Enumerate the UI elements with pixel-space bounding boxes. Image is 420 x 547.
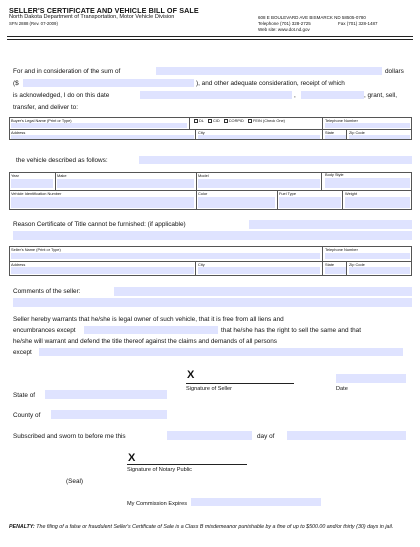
seller-zip-label: Zip Code <box>349 262 365 267</box>
seller-telephone-field[interactable] <box>325 253 410 259</box>
model-field[interactable] <box>198 179 320 188</box>
buyer-city-label: City <box>198 130 205 135</box>
sworn-label: Subscribed and sworn to before me this <box>13 433 126 440</box>
seller-name-field[interactable] <box>11 253 320 259</box>
vin-field[interactable] <box>11 197 194 208</box>
seller-state-field[interactable] <box>325 267 346 274</box>
body-style-field[interactable] <box>325 178 410 188</box>
buyer-telephone-label: Telephone Number <box>325 118 358 123</box>
sworn-month-field[interactable] <box>287 431 406 440</box>
agency-telephone: Telephone (701) 328-2725 <box>258 21 311 26</box>
sum-numeric-field[interactable] <box>23 79 194 87</box>
seller-name-label: Seller's Name (Print or Type) <box>11 247 61 252</box>
buyer-id-type: DL CID CORPID FEIN (Check One) <box>191 118 285 123</box>
comments-field-2[interactable] <box>13 298 412 307</box>
encumbrances-field[interactable] <box>84 326 218 334</box>
grant-sell: , grant, sell, <box>364 92 398 99</box>
agency-address: 608 E BOULEVARD AVE BISMARCK ND 58505-0780 <box>258 15 366 20</box>
notary-signature-label: Signature of Notary Public <box>127 467 192 473</box>
penalty-label: PENALTY: <box>9 524 35 530</box>
seller-city-field[interactable] <box>198 267 320 274</box>
day-of-label: day of <box>257 433 275 440</box>
consideration-line1: For and in consideration of the sum of <box>13 68 121 75</box>
seller-signature-line[interactable] <box>186 383 294 384</box>
vehicle-described: the vehicle described as follows: <box>16 157 108 164</box>
color-field[interactable] <box>198 197 275 208</box>
commission-expires-field[interactable] <box>191 498 321 506</box>
date-label: Date <box>336 386 348 392</box>
year-label: Year <box>11 173 19 178</box>
penalty-notice <box>9 522 413 532</box>
buyer-city-field[interactable] <box>198 135 320 139</box>
sale-date-field[interactable] <box>140 91 292 99</box>
fein-checkbox[interactable] <box>248 119 252 123</box>
agency-fax: Fax (701) 328-1487 <box>338 21 378 26</box>
cid-checkbox[interactable] <box>208 119 212 123</box>
dollar-sign: ($ <box>13 80 19 87</box>
buyer-state-field[interactable] <box>325 135 346 139</box>
reason-field-2[interactable] <box>13 231 412 240</box>
seller-date-field[interactable] <box>336 374 406 383</box>
date-comma: , <box>294 92 296 99</box>
agency-name: North Dakota Department of Transportation, Motor Vehicle Division <box>9 14 175 20</box>
seller-sign-x: X <box>187 369 195 381</box>
notary-sign-x: X <box>128 452 136 464</box>
warranty-line2a: encumbrances except <box>13 327 76 334</box>
dollars-label: dollars <box>385 68 404 75</box>
year-field[interactable] <box>11 179 53 188</box>
except-field[interactable] <box>39 348 403 356</box>
sum-words-field[interactable] <box>156 67 382 75</box>
sworn-day-field[interactable] <box>167 431 252 440</box>
make-label: Make <box>57 173 67 178</box>
penalty-text: The filing of a false or fraudulent Seller's Certificate of Sale is a Class B misdemeanor punishable by a fine of up to $500.00 and/or thirty (30) days in jail. <box>36 524 394 530</box>
warranty-line1: Seller hereby warrants that he/she is legal owner of such vehicle, that it is free from all liens and <box>13 316 284 323</box>
vin-label: Vehicle Identification Number <box>11 191 62 196</box>
buyer-legal-name-label: Buyer's Legal Name (Print or Type) <box>11 118 72 123</box>
reason-label: Reason Certificate of Title cannot be furnished: (if applicable) <box>13 221 186 228</box>
agency-website: Web site: www.dot.nd.gov <box>258 27 310 32</box>
consideration-line3: is acknowledged, I do on this date <box>13 92 110 99</box>
model-label: Model <box>198 173 209 178</box>
make-field[interactable] <box>57 179 194 188</box>
county-of-label: County of <box>13 412 41 419</box>
comments-field[interactable] <box>114 287 412 296</box>
buyer-address-label: Address <box>11 130 26 135</box>
state-of-field[interactable] <box>45 390 167 399</box>
warranty-line2b: that he/she has the right to sell the same and that <box>221 327 361 334</box>
seller-state-label: State <box>325 262 335 267</box>
seal-label: (Seal) <box>66 478 84 485</box>
seller-signature-label: Signature of Seller <box>186 386 233 392</box>
seller-address-label: Address <box>11 262 26 267</box>
vehicle-description-field[interactable] <box>139 156 412 164</box>
weight-field[interactable] <box>345 197 410 208</box>
comments-label: Comments of the seller: <box>13 288 81 295</box>
buyer-telephone-field[interactable] <box>325 123 410 128</box>
buyer-state-label: State <box>325 130 335 135</box>
header-rule-top <box>7 36 413 37</box>
buyer-address-field[interactable] <box>11 135 194 139</box>
seller-telephone-label: Telephone Number <box>325 247 358 252</box>
notary-signature-line[interactable] <box>127 464 247 465</box>
dl-checkbox[interactable] <box>194 119 198 123</box>
consideration-line2: ), and other adequate consideration, receipt of which <box>196 80 345 87</box>
buyer-zip-label: Zip Code <box>349 130 365 135</box>
form-number: SFN 2888 (Rev. 07-2009) <box>9 21 58 26</box>
consideration-line4: transfer, and deliver to: <box>13 104 79 111</box>
county-of-field[interactable] <box>51 410 167 419</box>
sale-year-field[interactable] <box>301 91 364 99</box>
commission-label: My Commission Expires <box>127 501 187 507</box>
header-rule-bottom <box>7 39 413 40</box>
seller-address-field[interactable] <box>11 267 194 274</box>
warranty-line4: except <box>13 349 32 356</box>
form-title: SELLER'S CERTIFICATE AND VEHICLE BILL OF SALE <box>9 6 199 15</box>
state-of-label: State of <box>13 392 36 399</box>
warranty-line3: he/she will warrant and defend the title thereof against the claims and demands of all persons <box>13 338 277 345</box>
buyer-name-field[interactable] <box>11 123 187 128</box>
buyer-zip-field[interactable] <box>349 135 410 139</box>
corpid-checkbox[interactable] <box>224 119 228 123</box>
fuel-type-label: Fuel Type <box>279 191 297 196</box>
reason-field[interactable] <box>249 220 412 229</box>
color-label: Color <box>198 191 208 196</box>
body-style-label: Body Style <box>325 172 344 177</box>
seller-zip-field[interactable] <box>349 267 410 274</box>
weight-label: Weight <box>345 191 358 196</box>
seller-city-label: City <box>198 262 205 267</box>
fuel-type-field[interactable] <box>279 197 341 208</box>
